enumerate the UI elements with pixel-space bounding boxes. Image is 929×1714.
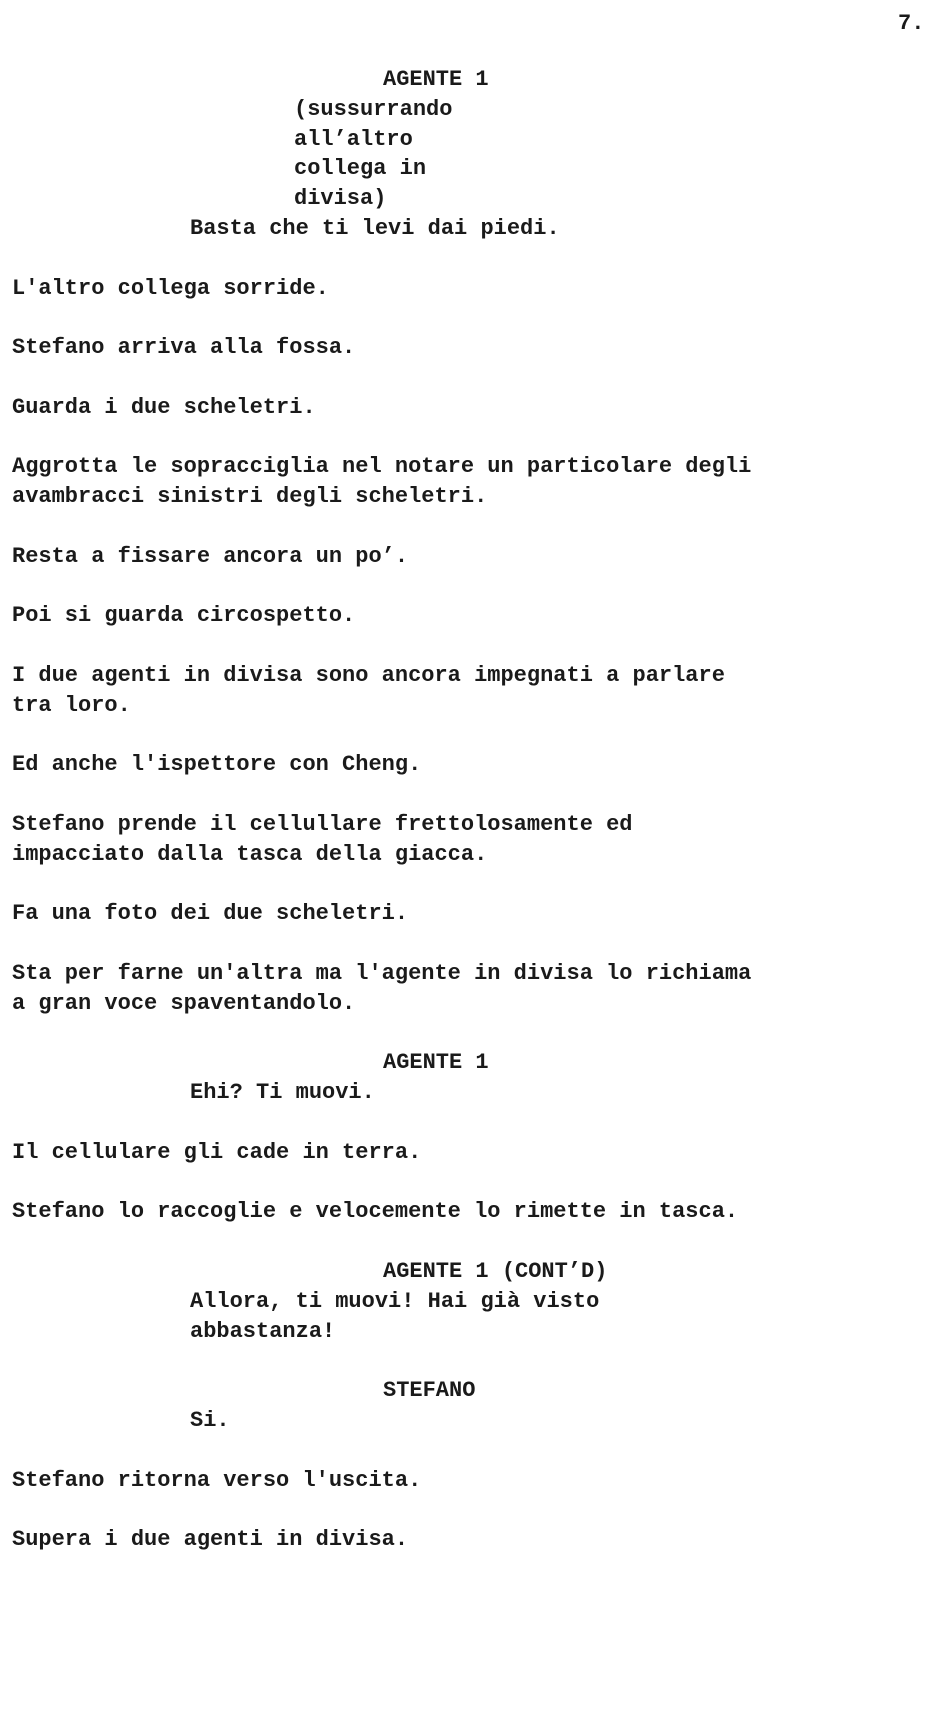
action-line: Il cellulare gli cade in terra. [12, 1140, 422, 1165]
character-cue: AGENTE 1 [383, 1050, 489, 1075]
parenthetical-line: divisa) [294, 186, 387, 211]
action-line: Aggrotta le sopracciglia nel notare un particolare degli [12, 454, 752, 479]
action-line: avambracci sinistri degli scheletri. [12, 484, 488, 509]
dialogue-line: Allora, ti muovi! Hai già visto [190, 1289, 600, 1314]
action-line: Sta per farne un'altra ma l'agente in divisa lo richiama [12, 961, 752, 986]
character-cue: STEFANO [383, 1378, 476, 1403]
action-line: Stefano prende il cellullare frettolosamente ed [12, 812, 633, 837]
action-line: Poi si guarda circospetto. [12, 603, 356, 628]
action-line: Stefano ritorna verso l'uscita. [12, 1468, 422, 1493]
action-line: Stefano lo raccoglie e velocemente lo rimette in tasca. [12, 1199, 739, 1224]
dialogue-line: Si. [190, 1408, 230, 1433]
action-line: a gran voce spaventandolo. [12, 991, 356, 1016]
dialogue-line: abbastanza! [190, 1319, 336, 1344]
action-line: Ed anche l'ispettore con Cheng. [12, 752, 422, 777]
character-cue: AGENTE 1 (CONT’D) [383, 1259, 608, 1284]
action-line: Guarda i due scheletri. [12, 395, 316, 420]
action-line: impacciato dalla tasca della giacca. [12, 842, 488, 867]
action-line: Resta a fissare ancora un po’. [12, 544, 409, 569]
parenthetical-line: (sussurrando [294, 97, 453, 122]
action-line: Supera i due agenti in divisa. [12, 1527, 409, 1552]
page-number: 7. [898, 11, 925, 36]
character-cue: AGENTE 1 [383, 67, 489, 92]
action-line: Stefano arriva alla fossa. [12, 335, 356, 360]
action-line: Fa una foto dei due scheletri. [12, 901, 409, 926]
dialogue-line: Basta che ti levi dai piedi. [190, 216, 560, 241]
action-line: tra loro. [12, 693, 131, 718]
parenthetical-line: collega in [294, 156, 427, 181]
action-line: I due agenti in divisa sono ancora impegnati a parlare [12, 663, 725, 688]
dialogue-line: Ehi? Ti muovi. [190, 1080, 375, 1105]
action-line: L'altro collega sorride. [12, 276, 329, 301]
parenthetical-line: all’altro [294, 127, 413, 152]
